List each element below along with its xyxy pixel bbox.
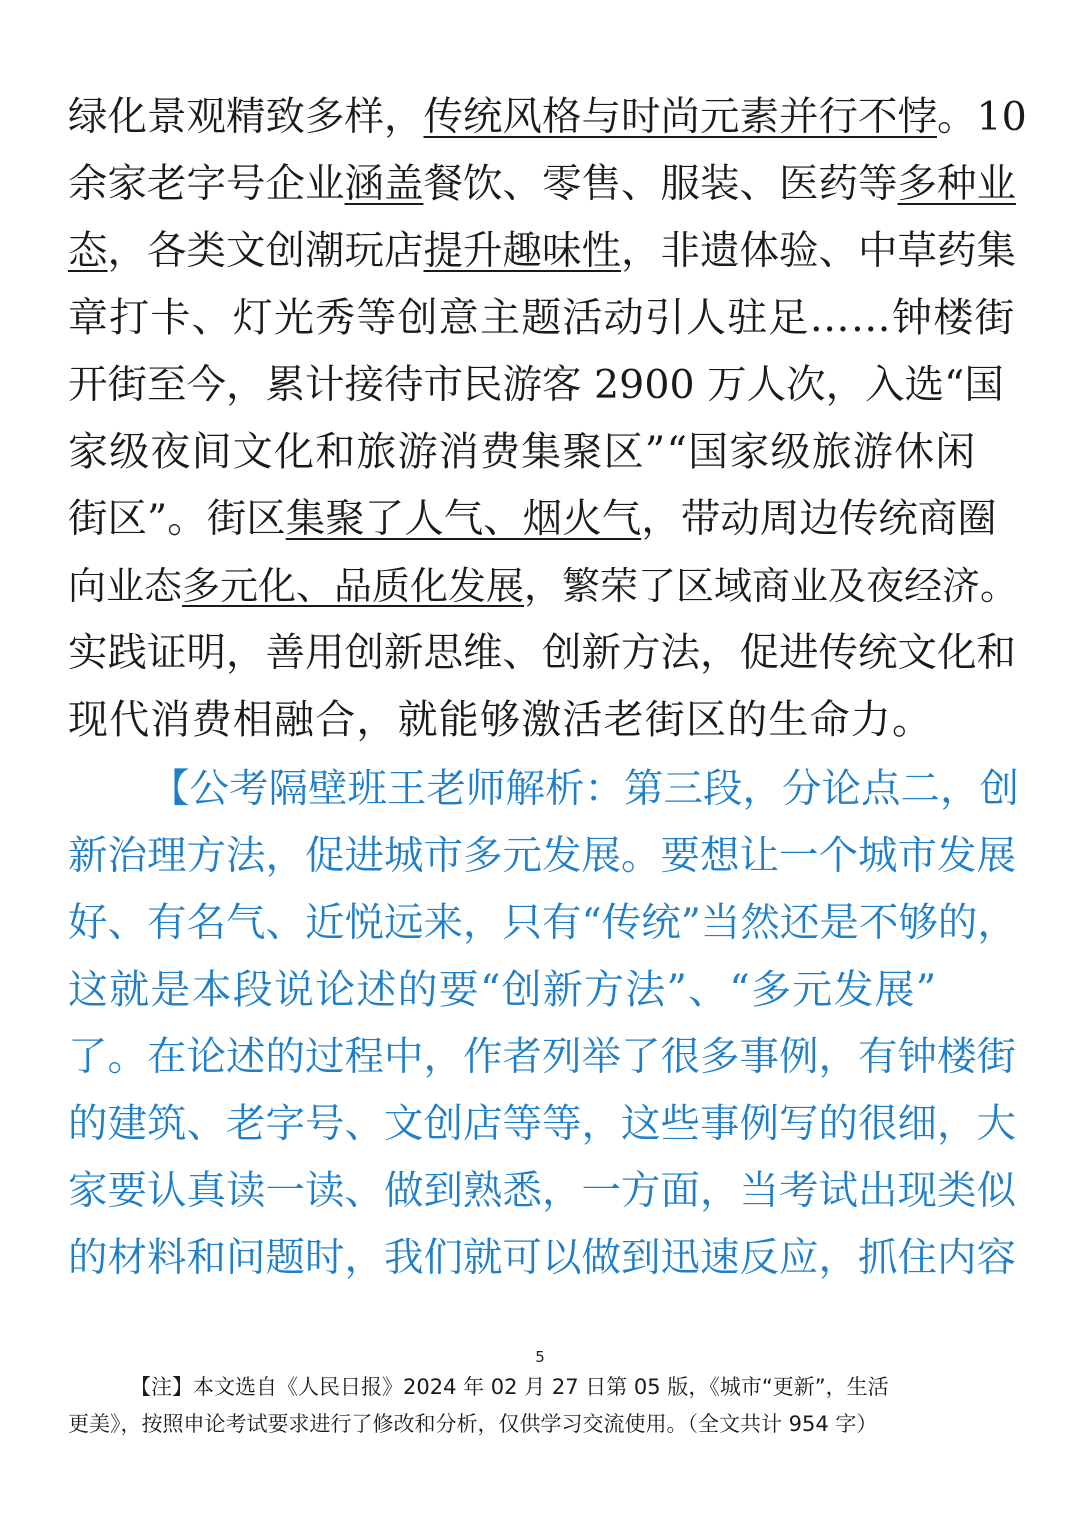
underlined-phrase: 提升趣味性 (423, 228, 621, 274)
text-run: 餐饮、零售、服装、医药等 (423, 161, 898, 207)
body-line-8 (68, 561, 1028, 611)
footnote-line-2: 更美》，按照申论考试要求进行了修改和分析，仅供学习交流使用。（全文共计 954 字） (68, 1412, 878, 1436)
underlined-phrase: 集聚了人气、烟火气 (285, 496, 642, 542)
text-run: 街区”。街区 (68, 496, 286, 542)
underlined-phrase: 态 (68, 228, 108, 274)
body-line-1 (68, 92, 1028, 142)
text-run: 家级夜间文化和旅游消费集聚区”“国家级旅游休闲 (68, 429, 977, 475)
body-line-10 (68, 695, 1028, 745)
underlined-phrase: 多元化、品质化发展 (182, 564, 525, 608)
text-run: 实践证明，善用创新思维、创新方法，促进传统文化和 (68, 630, 1016, 676)
analysis-line-4: 这就是本段说论述的要“创新方法”、“多元发展” (68, 967, 938, 1013)
underlined-phrase: 涵盖 (344, 161, 424, 207)
body-line-9 (68, 628, 1028, 678)
page-number: 5 (535, 1348, 545, 1366)
body-line-3 (68, 226, 1028, 276)
underlined-phrase: 多种业 (897, 161, 1016, 207)
text-run: 章打卡、灯光秀等创意主题活动引人驻足……钟楼街 (68, 295, 1016, 341)
analysis-line-5: 了。在论述的过程中，作者列举了很多事例，有钟楼街 (68, 1034, 1016, 1080)
body-line-5 (68, 360, 1028, 410)
analysis-line-6: 的建筑、老字号、文创店等等，这些事例写的很细，大 (68, 1101, 1016, 1147)
text-run: ，非遗体验、中草药集 (621, 228, 1016, 274)
text-run: ，繁荣了区域商业及夜经济。 (524, 564, 1019, 608)
text-run: 向业态 (68, 564, 183, 608)
underlined-phrase: 传统风格与时尚元素并行不悖 (423, 94, 937, 140)
text-run: 现代消费相融合，就能够激活老街区的生命力。 (68, 697, 934, 743)
text-run: 绿化景观精致多样， (68, 94, 424, 140)
body-line-4 (68, 293, 1028, 343)
text-run: 余家老字号企业 (68, 161, 345, 207)
text-run: 开街至今，累计接待市民游客 2900 万人次，入选“国 (68, 362, 1004, 408)
analysis-line-8: 的材料和问题时，我们就可以做到迅速反应，抓住内容 (68, 1235, 1016, 1281)
text-run: 。10 (937, 94, 1027, 140)
analysis-line-2: 新治理方法，促进城市多元发展。要想让一个城市发展 (68, 833, 1016, 879)
body-line-7 (68, 494, 1028, 544)
analysis-line-1: 【公考隔壁班王老师解析：第三段，分论点二，创 (150, 766, 1019, 812)
text-run: ，各类文创潮玩店 (107, 228, 424, 274)
body-line-2 (68, 159, 1028, 209)
text-run: ，带动周边传统商圈 (641, 496, 997, 542)
footnote-line-1: 【注】本文选自《人民日报》2024 年 02 月 27 日第 05 版，《城市“更新”，生活 (130, 1375, 889, 1399)
analysis-line-3: 好、有名气、近悦远来，只有“传统”当然还是不够的， (68, 900, 1017, 946)
body-line-6 (68, 427, 1028, 477)
analysis-line-7: 家要认真读一读、做到熟悉，一方面，当考试出现类似 (68, 1168, 1016, 1214)
